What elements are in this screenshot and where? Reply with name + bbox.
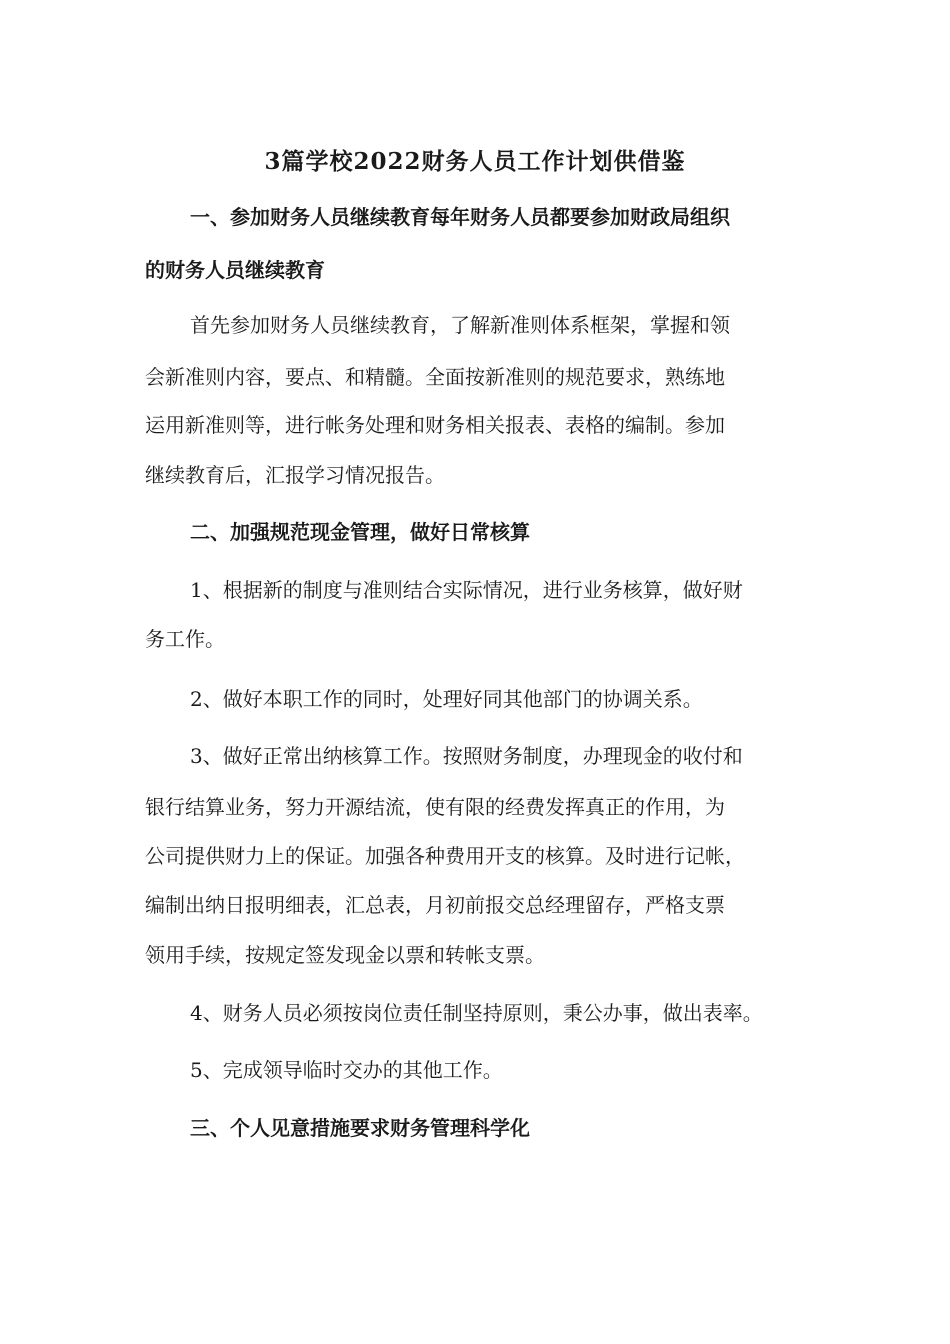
paragraph-line: 会新准则内容，要点、和精髓。全面按新准则的规范要求，熟练地: [145, 365, 725, 389]
paragraph-line: 首先参加财务人员继续教育，了解新准则体系框架，掌握和领: [190, 313, 730, 337]
paragraph-line: 继续教育后，汇报学习情况报告。: [145, 463, 445, 487]
paragraph-line: 银行结算业务，努力开源结流，使有限的经费发挥真正的作用，为: [145, 795, 725, 819]
section-heading-1-cont: 的财务人员继续教育: [145, 258, 325, 282]
paragraph-line: 5、完成领导临时交办的其他工作。: [190, 1058, 503, 1082]
paragraph-line: 4、财务人员必须按岗位责任制坚持原则，秉公办事，做出表率。: [190, 1001, 763, 1025]
paragraph-line: 1、根据新的制度与准则结合实际情况，进行业务核算，做好财: [190, 578, 743, 602]
section-heading-2: 二、加强规范现金管理，做好日常核算: [190, 520, 530, 544]
paragraph-line: 领用手续，按规定签发现金以票和转帐支票。: [145, 943, 545, 967]
paragraph-line: 公司提供财力上的保证。加强各种费用开支的核算。及时进行记帐，: [145, 844, 745, 868]
document-title: 3篇学校2022财务人员工作计划供借鉴: [264, 148, 686, 175]
paragraph-line: 3、做好正常出纳核算工作。按照财务制度，办理现金的收付和: [190, 744, 743, 768]
paragraph-line: 编制出纳日报明细表，汇总表，月初前报交总经理留存，严格支票: [145, 893, 725, 917]
paragraph-line: 2、做好本职工作的同时，处理好同其他部门的协调关系。: [190, 687, 703, 711]
section-heading-3: 三、个人见意措施要求财务管理科学化: [190, 1116, 530, 1140]
paragraph-line: 务工作。: [145, 627, 225, 651]
section-heading-1: 一、参加财务人员继续教育每年财务人员都要参加财政局组织: [190, 205, 730, 229]
paragraph-line: 运用新准则等，进行帐务处理和财务相关报表、表格的编制。参加: [145, 413, 725, 437]
